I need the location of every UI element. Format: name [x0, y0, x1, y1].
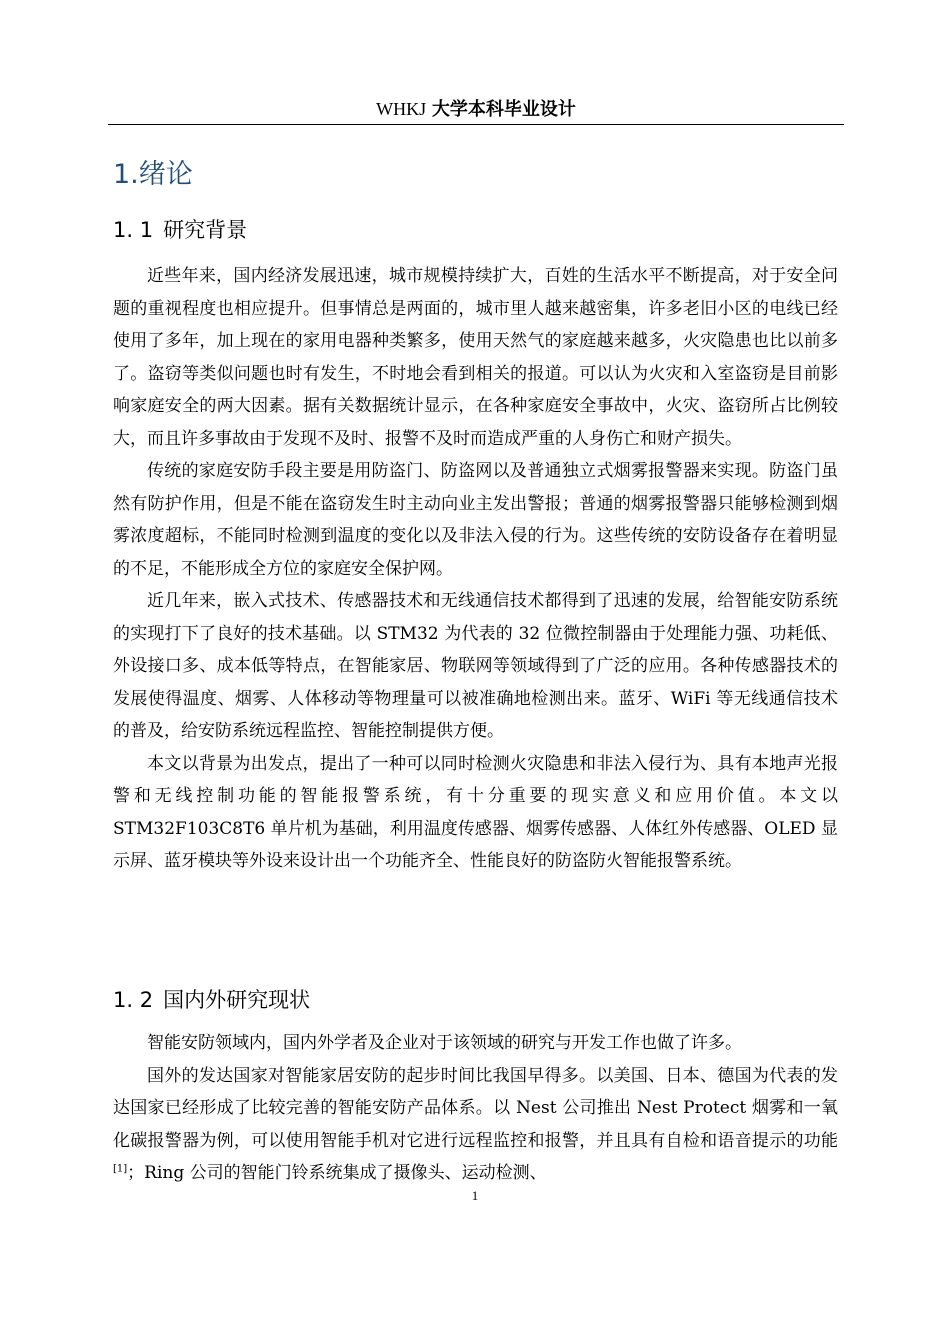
chapter-title: 1.绪论 — [113, 159, 193, 190]
paragraph: 传统的家庭安防手段主要是用防盗门、防盗网以及普通独立式烟雾报警器来实现。防盗门虽然有防护作用，但是不能在盗窃发生时主动向业主发出警报；普通的烟雾报警器只能够检测到烟雾浓度超标，不能同时检测到温度的变化以及非法入侵的行为。这些传统的安防设备存在着明显的不足，不能形成全方位的家庭安全保护网。 — [113, 461, 838, 579]
section-title: 研究背景 — [163, 218, 248, 242]
citation-marker[interactable]: [1] — [113, 1163, 128, 1175]
paragraph — [113, 1060, 838, 1190]
paragraph-text: ；Ring 公司的智能门铃系统集成了摄像头、运动检测、 — [127, 1163, 547, 1183]
section-number: 1. 1 — [113, 218, 154, 242]
paragraph: 智能安防领域内，国内外学者及企业对于该领域的研究与开发工作也做了许多。 — [147, 1033, 742, 1053]
header-prefix: WHKJ — [376, 99, 427, 119]
section-heading-1-2 — [113, 985, 310, 1015]
section-body-1-1 — [113, 260, 838, 878]
paragraph-text: 国外的发达国家对智能家居安防的起步时间比我国早得多。以美国、日本、德国为代表的发达国家已经形成了比较完善的智能安防产品体系。以 Nest 公司推出 Nest Protect 烟雾和一氧化碳报警器为例，可以使用智能手机对它进行远程监控和报警，并且具有自检和语音提示的功能 — [113, 1065, 838, 1151]
header-title: 大学本科毕业设计 — [431, 99, 576, 120]
page-header — [108, 96, 844, 123]
page-number: 1 — [471, 1188, 479, 1203]
section-body-1-2 — [113, 1027, 838, 1190]
header-rule — [108, 124, 844, 125]
paragraph: 近几年来，嵌入式技术、传感器技术和无线通信技术都得到了迅速的发展，给智能安防系统的实现打下了良好的技术基础。以 STM32 为代表的 32 位微控制器由于处理能力强、功耗低、外设接口多、成本低等特点，在智能家居、物联网等领域得到了广泛的应用。各种传感器技术的发展使得温度、烟雾、人体移动等物理量可以被准确地检测出来。蓝牙、WiFi 等无线通信技术的普及，给安防系统远程监控、智能控制提供方便。 — [113, 591, 838, 741]
paragraph: 近些年来，国内经济发展迅速，城市规模持续扩大，百姓的生活水平不断提高，对于安全问题的重视程度也相应提升。但事情总是两面的，城市里人越来越密集，许多老旧小区的电线已经使用了多年，加上现在的家用电器种类繁多，使用天然气的家庭越来越多，火灾隐患也比以前多了。盗窃等类似问题也时有发生，不时地会看到相关的报道。可以认为火灾和入室盗窃是目前影响家庭安全的两大因素。据有关数据统计显示，在各种家庭安全事故中，火灾、盗窃所占比例较大，而且许多事故由于发现不及时、报警不及时而造成严重的人身伤亡和财产损失。 — [113, 266, 838, 449]
section-number: 1. 2 — [113, 988, 154, 1012]
section-title: 国内外研究现状 — [163, 988, 311, 1012]
paragraph: 本文以背景为出发点，提出了一种可以同时检测火灾隐患和非法入侵行为、具有本地声光报警和无线控制功能的智能报警系统，有十分重要的现实意义和应用价值。本文以 STM32F103C8T6 单片机为基础，利用温度传感器、烟雾传感器、人体红外传感器、OLED 显示屏、蓝牙模块等外设来设计出一个功能齐全、性能良好的防盗防火智能报警系统。 — [113, 753, 838, 871]
section-heading-1-1 — [113, 215, 247, 245]
